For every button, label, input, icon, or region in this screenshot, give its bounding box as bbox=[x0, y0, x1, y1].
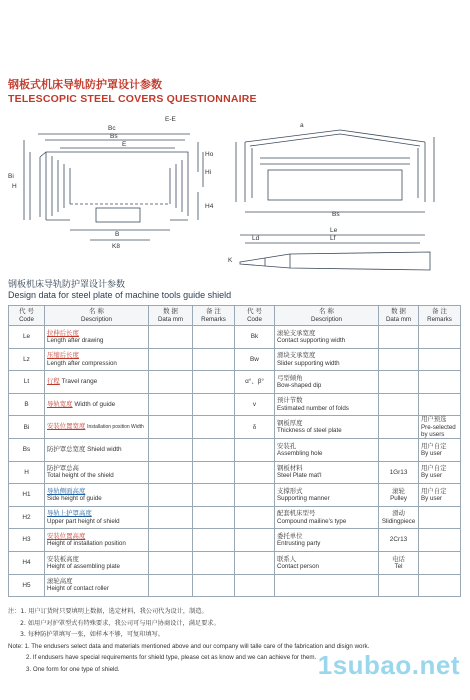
bow-profile-drawing bbox=[236, 130, 434, 212]
label-h4: H4 bbox=[205, 203, 214, 210]
cell-text: Description bbox=[81, 315, 112, 323]
cell-text: Slider supporting width bbox=[277, 359, 340, 367]
table-cell bbox=[45, 326, 149, 349]
cell-text: Entrusting party bbox=[277, 540, 321, 548]
note-cn-1: 注：1. 用户订货时只要填明上数据，选定材料，我公司代为设计，制造。 bbox=[8, 608, 208, 615]
note-en-1: Note: 1. The endusers select data and materials mentioned above and our company will talle care of the fabrication and disign work. bbox=[8, 642, 370, 650]
cell-text: Remarks bbox=[427, 315, 452, 323]
cell-text: Estimated number of folds bbox=[277, 404, 349, 412]
cell-text: 钢板材料 bbox=[277, 464, 303, 473]
table-cell bbox=[45, 484, 149, 507]
table-cell: v bbox=[235, 393, 275, 416]
table-cell bbox=[419, 574, 461, 597]
data-cell[interactable] bbox=[149, 529, 193, 552]
cell-text: Code bbox=[247, 315, 262, 323]
page-title-en: TELESCOPIC STEEL COVERS QUESTIONNAIRE bbox=[8, 93, 257, 105]
cell-text: Compound mailine's type bbox=[277, 517, 347, 525]
cell-text: 防护罩总高 bbox=[47, 464, 79, 473]
label-bc: Bc bbox=[108, 125, 116, 132]
table-cell bbox=[193, 348, 235, 371]
header-code bbox=[9, 306, 45, 326]
table-cell bbox=[235, 484, 275, 507]
table-cell bbox=[419, 484, 461, 507]
table-cell: Bw bbox=[235, 348, 275, 371]
cell-text: Total height of the shield bbox=[47, 472, 114, 480]
cell-text: 用户自定 bbox=[421, 441, 447, 450]
technical-drawings bbox=[0, 112, 470, 277]
label-ee: E-E bbox=[165, 116, 176, 123]
cell-text: By user bbox=[421, 495, 442, 503]
data-cell[interactable] bbox=[379, 326, 419, 349]
cell-text: 用户预选 bbox=[421, 415, 447, 424]
cell-text: 安装板高度 bbox=[47, 554, 79, 563]
table-cell: Le bbox=[9, 326, 45, 349]
header-code-2 bbox=[235, 306, 275, 326]
label-hi: Hi bbox=[205, 169, 212, 176]
cell-text: Tel bbox=[394, 562, 403, 570]
label-bs: Bs bbox=[110, 133, 118, 140]
cell-text: 名 称 bbox=[319, 307, 334, 316]
table-header-row bbox=[9, 306, 461, 326]
cell-text: 拉伸后长度 bbox=[47, 328, 79, 337]
cell-text: Code bbox=[19, 315, 34, 323]
header-remarks bbox=[193, 306, 235, 326]
data-cell[interactable] bbox=[379, 371, 419, 394]
cell-text: Data mm bbox=[157, 315, 184, 323]
table-cell bbox=[193, 438, 235, 461]
table-cell bbox=[235, 506, 275, 529]
table-cell bbox=[193, 484, 235, 507]
table-cell bbox=[275, 506, 379, 529]
cell-text: 滚轮高度 bbox=[47, 577, 73, 586]
table-cell: H4 bbox=[9, 551, 45, 574]
cell-text: 钢板厚度 bbox=[277, 418, 303, 427]
data-cell[interactable] bbox=[149, 484, 193, 507]
cell-text: 数 据 bbox=[391, 307, 406, 316]
data-cell[interactable] bbox=[149, 393, 193, 416]
table-cell bbox=[193, 371, 235, 394]
table-row bbox=[9, 574, 461, 597]
cell-text: 备 注 bbox=[432, 307, 447, 316]
note-en-3: 3. One form for one type of shield. bbox=[26, 665, 120, 673]
data-cell[interactable] bbox=[149, 461, 193, 484]
cell-text: Pulley bbox=[390, 495, 407, 503]
table-row bbox=[9, 461, 461, 484]
page-title-cn: 钢板式机床导轨防护罩设计参数 bbox=[8, 78, 162, 91]
table-cell bbox=[193, 551, 235, 574]
table-cell: H1 bbox=[9, 484, 45, 507]
table-cell: H5 bbox=[9, 574, 45, 597]
table-cell bbox=[45, 393, 149, 416]
header-description-2 bbox=[275, 306, 379, 326]
table-cell bbox=[193, 416, 235, 439]
cell-text: 行程 bbox=[47, 378, 60, 386]
table-cell bbox=[45, 506, 149, 529]
table-cell bbox=[235, 461, 275, 484]
data-cell[interactable] bbox=[379, 348, 419, 371]
table-cell bbox=[419, 371, 461, 394]
data-cell[interactable] bbox=[149, 551, 193, 574]
cell-text: Shield width bbox=[87, 446, 122, 454]
cell-text: 电话 bbox=[392, 554, 405, 563]
table-cell bbox=[45, 438, 149, 461]
cell-text: Height of assembling plate bbox=[47, 562, 120, 570]
table-cell bbox=[45, 461, 149, 484]
label-e: E bbox=[122, 141, 127, 148]
cell-text: 弓型倾角 bbox=[277, 373, 303, 382]
table-cell bbox=[419, 506, 461, 529]
table-cell bbox=[45, 348, 149, 371]
table-cell bbox=[419, 393, 461, 416]
cell-text: 用户自定 bbox=[421, 464, 447, 473]
data-cell[interactable] bbox=[149, 438, 193, 461]
table-cell bbox=[419, 529, 461, 552]
table-cell bbox=[275, 371, 379, 394]
table-cell: H2 bbox=[9, 506, 45, 529]
label-h: H bbox=[12, 183, 17, 190]
table-cell bbox=[275, 574, 379, 597]
data-cell[interactable] bbox=[149, 326, 193, 349]
table-cell bbox=[419, 551, 461, 574]
cell-text: 联系人 bbox=[277, 554, 297, 563]
cell-text: Height of contact roller bbox=[47, 585, 109, 593]
label-lf: Lf bbox=[330, 235, 336, 242]
label-bi: Bi bbox=[8, 173, 14, 180]
cell-text: 支撑形式 bbox=[277, 486, 303, 495]
cell-text: 配套机床型号 bbox=[277, 509, 316, 518]
table-cell bbox=[45, 371, 149, 394]
cell-text: 导轨宽度 bbox=[47, 400, 73, 408]
table-cell: Lt bbox=[9, 371, 45, 394]
section-title-cn: 钢板机床导轨防护罩设计参数 bbox=[8, 280, 126, 290]
table-row bbox=[9, 484, 461, 507]
table-cell bbox=[379, 484, 419, 507]
cell-text: Data mm bbox=[385, 315, 412, 323]
cell-text: 导轨侧面高度 bbox=[47, 486, 86, 495]
cell-text: Pre-selected by users bbox=[421, 423, 456, 438]
table-cell: Bk bbox=[235, 326, 275, 349]
label-ho: Ho bbox=[205, 151, 214, 158]
note-cn-2: 2. 如用户对护罩型式有特殊要求，我公司可与用户协商设计，满足要求。 bbox=[20, 619, 220, 627]
cell-text: Contact person bbox=[277, 562, 319, 570]
cell-text: 安装位置高度 bbox=[47, 531, 86, 540]
label-ld: Ld bbox=[252, 235, 260, 242]
cell-text: 代 号 bbox=[19, 307, 34, 316]
cell-text: Width of guide bbox=[74, 400, 116, 408]
label-bs-right: Bs bbox=[332, 211, 340, 218]
cell-text: 压缩后长度 bbox=[47, 351, 79, 360]
table-cell: H bbox=[9, 461, 45, 484]
table-cell bbox=[235, 574, 275, 597]
table-cell bbox=[45, 574, 149, 597]
table-row bbox=[9, 348, 461, 371]
table-cell: H3 bbox=[9, 529, 45, 552]
cell-text: 预计节数 bbox=[277, 396, 303, 405]
table-cell bbox=[275, 348, 379, 371]
cell-text: 滑动 bbox=[392, 509, 405, 518]
data-cell[interactable] bbox=[379, 438, 419, 461]
table-cell: 1Gr13 bbox=[379, 461, 419, 484]
cell-text: Side height of guide bbox=[47, 495, 102, 503]
data-cell[interactable] bbox=[379, 416, 419, 439]
table-cell: Bs bbox=[9, 438, 45, 461]
cell-text: Description bbox=[311, 315, 342, 323]
cell-text: 防护罩总宽度 bbox=[47, 446, 86, 454]
table-cell: Lz bbox=[9, 348, 45, 371]
data-cell[interactable] bbox=[149, 506, 193, 529]
table-cell bbox=[275, 326, 379, 349]
label-k8: K8 bbox=[112, 243, 120, 250]
table-cell bbox=[193, 574, 235, 597]
table-cell bbox=[45, 529, 149, 552]
cell-text: 安装孔 bbox=[277, 441, 297, 450]
header-data bbox=[149, 306, 193, 326]
note-cn-3: 3. 每种防护罩填写一张，如样本不够，可复印填写。 bbox=[20, 631, 164, 639]
table-row bbox=[9, 326, 461, 349]
table-cell bbox=[193, 529, 235, 552]
table-cell bbox=[379, 574, 419, 597]
table-cell bbox=[235, 438, 275, 461]
header-remarks-2 bbox=[419, 306, 461, 326]
cell-text: Contact supporting width bbox=[277, 336, 346, 344]
table-cell: δ bbox=[235, 416, 275, 439]
table-row bbox=[9, 438, 461, 461]
data-cell[interactable] bbox=[149, 416, 193, 439]
table-cell: Bi bbox=[9, 416, 45, 439]
header-description bbox=[45, 306, 149, 326]
cell-text: 用户自定 bbox=[421, 486, 447, 495]
cell-text: 滚轮支承宽度 bbox=[277, 328, 316, 337]
cell-text: 名 称 bbox=[89, 307, 104, 316]
cell-text: 滑块支承宽度 bbox=[277, 351, 316, 360]
table-cell bbox=[193, 326, 235, 349]
cell-text: 委托单位 bbox=[277, 531, 303, 540]
label-le: Le bbox=[330, 227, 338, 234]
cell-text: Supporting manner bbox=[277, 495, 330, 503]
cell-text: 导轨上护罩高度 bbox=[47, 509, 92, 518]
table-cell: B bbox=[9, 393, 45, 416]
table-cell bbox=[275, 416, 379, 439]
label-k: K bbox=[228, 257, 233, 264]
cell-text: 安装位置宽度 bbox=[47, 423, 86, 431]
cell-text: Assembling hole bbox=[277, 449, 323, 457]
cell-text: Length after drawing bbox=[47, 336, 104, 344]
cell-text: 数 据 bbox=[163, 307, 178, 316]
table-row bbox=[9, 393, 461, 416]
cell-text: Thickness of steel plate bbox=[277, 427, 342, 435]
header-data-2 bbox=[379, 306, 419, 326]
table-cell bbox=[419, 461, 461, 484]
table-row bbox=[9, 371, 461, 394]
table-cell bbox=[193, 461, 235, 484]
data-cell[interactable] bbox=[149, 574, 193, 597]
table-row bbox=[9, 529, 461, 552]
cross-section-drawing bbox=[24, 134, 203, 240]
cell-text: By user bbox=[421, 449, 442, 457]
cell-text: Length after compression bbox=[47, 359, 117, 367]
label-a: a bbox=[300, 122, 304, 129]
table-row bbox=[9, 416, 461, 439]
label-b: B bbox=[115, 231, 120, 238]
table-cell bbox=[235, 529, 275, 552]
data-cell[interactable] bbox=[149, 371, 193, 394]
table-cell bbox=[275, 461, 379, 484]
cell-text: Remarks bbox=[201, 315, 226, 323]
note-en-2: 2. If endusers have special requirements for shield type, please cet as know and we can achieve for them. bbox=[26, 654, 317, 662]
cell-text: 滚轮 bbox=[392, 486, 405, 495]
table-cell bbox=[275, 529, 379, 552]
table-cell bbox=[419, 348, 461, 371]
design-data-table bbox=[8, 305, 461, 597]
table-cell bbox=[275, 393, 379, 416]
table-cell bbox=[275, 438, 379, 461]
table-cell bbox=[45, 416, 149, 439]
cell-text: Height of installation position bbox=[47, 540, 126, 548]
table-row bbox=[9, 551, 461, 574]
table-cell bbox=[379, 551, 419, 574]
data-cell[interactable] bbox=[379, 506, 419, 529]
cell-text: Slidingpiece bbox=[381, 517, 416, 525]
cell-text: Installation position Width bbox=[87, 424, 144, 431]
watermark: 1subao.net bbox=[317, 650, 460, 680]
table-cell bbox=[419, 416, 461, 439]
data-cell[interactable]: 2Cr13 bbox=[379, 529, 419, 552]
cell-text: 备 注 bbox=[206, 307, 221, 316]
data-cell[interactable] bbox=[379, 393, 419, 416]
table-cell: α°、β° bbox=[235, 371, 275, 394]
table-cell bbox=[275, 551, 379, 574]
cell-text: Bow-shaped dip bbox=[277, 382, 322, 390]
table-cell bbox=[193, 506, 235, 529]
data-cell[interactable] bbox=[149, 348, 193, 371]
cell-text: Steel Plate mat'l bbox=[277, 472, 322, 480]
cell-text: Upper part height of shield bbox=[47, 517, 120, 525]
table-cell bbox=[419, 326, 461, 349]
table-row bbox=[9, 506, 461, 529]
table-cell bbox=[193, 393, 235, 416]
table-cell bbox=[235, 551, 275, 574]
table-cell bbox=[275, 484, 379, 507]
cell-text: Travel range bbox=[61, 378, 98, 386]
table-cell bbox=[419, 438, 461, 461]
table-cell bbox=[45, 551, 149, 574]
cell-text: By user bbox=[421, 472, 442, 480]
cell-text: 代 号 bbox=[247, 307, 262, 316]
section-title-en: Design data for steel plate of machine tools guide shield bbox=[8, 290, 232, 300]
